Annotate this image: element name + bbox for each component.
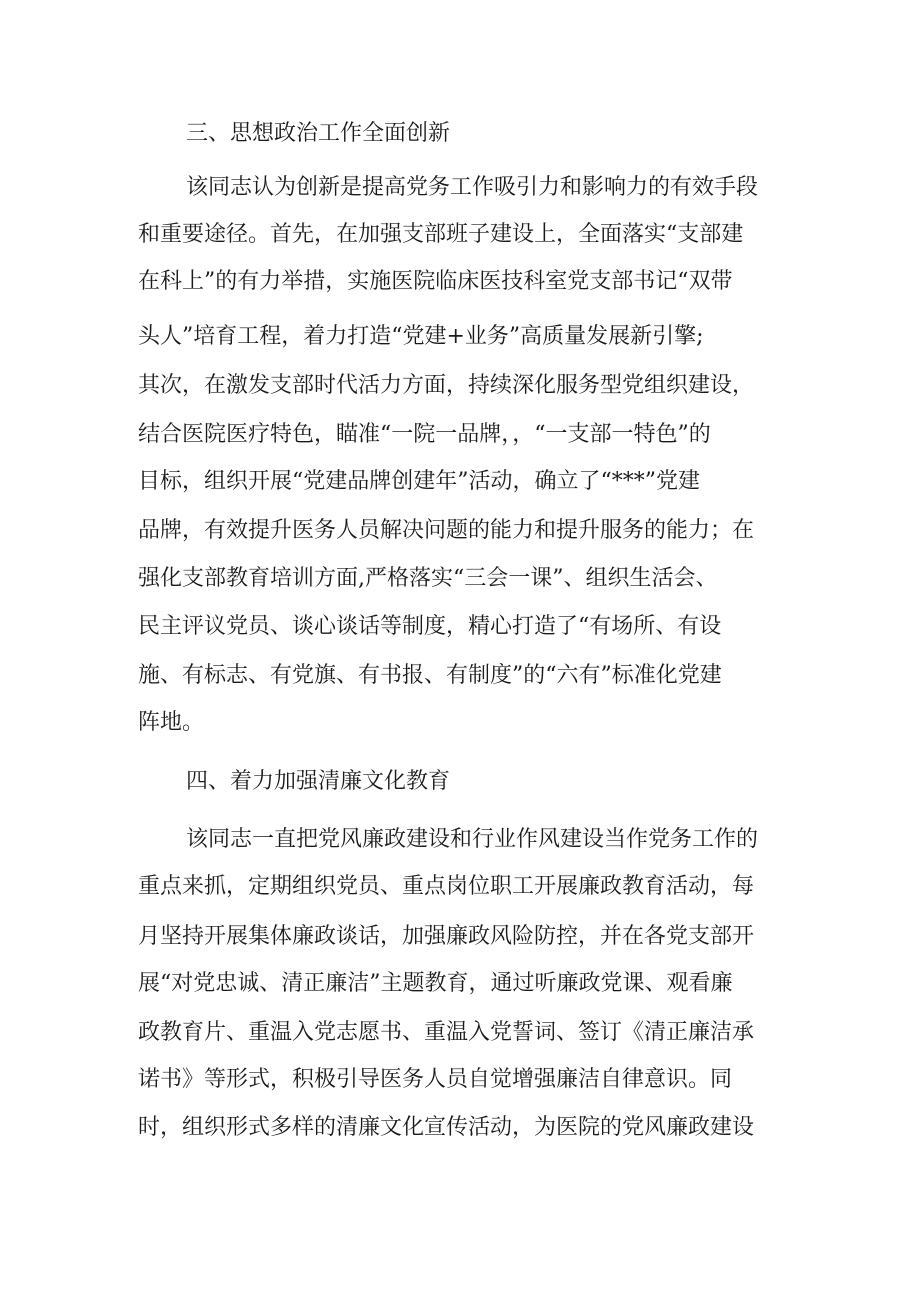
paragraph-line: 和重要途径。首先，在加强支部班子建设上，全面落实“支部建: [138, 222, 744, 247]
paragraph-line: 展“对党忠诚、清正廉洁”主题教育，通过听廉政党课、观看廉: [138, 971, 733, 996]
section-heading-4: 四、着力加强清廉文化教育: [186, 769, 451, 794]
paragraph-line: 在科上”的有力举措，实施医院临床医技科室党支部书记“双带: [138, 269, 733, 294]
paragraph-line: 该同志一直把党风廉政建设和行业作风建设当作党务工作的: [186, 827, 759, 852]
section-heading-3: 三、思想政治工作全面创新: [186, 121, 451, 146]
paragraph-line: 重点来抓，定期组织党员、重点岗位职工开展廉政教育活动，每: [138, 874, 755, 899]
paragraph-line: 目标，组织开展“党建品牌创建年”活动，确立了“***”党建: [138, 469, 700, 494]
paragraph-line: 月坚持开展集体廉政谈话，加强廉政风险防控，并在各党支部开: [138, 924, 755, 949]
paragraph-line: 品牌，有效提升医务人员解决问题的能力和提升服务的能力；在: [138, 518, 755, 543]
paragraph-line: 强化支部教育培训方面,严格落实“三会一课”、组织生活会、: [138, 566, 718, 591]
paragraph-line: 其次，在激发支部时代活力方面，持续深化服务型党组织建设，: [138, 373, 755, 398]
paragraph-line: 头人”培育工程，着力打造“党建+业务”高质量发展新引擎;: [138, 324, 704, 349]
paragraph-line: 施、有标志、有党旗、有书报、有制度”的“六有”标准化党建: [138, 663, 722, 688]
paragraph-line: 该同志认为创新是提高党务工作吸引力和影响力的有效手段: [186, 175, 759, 200]
paragraph-line: 民主评议党员、谈心谈话等制度，精心打造了“有场所、有设: [138, 614, 722, 639]
paragraph-line: 时，组织形式多样的清廉文化宣传活动，为医院的党风廉政建设: [138, 1115, 755, 1140]
paragraph-line: 诺书》等形式，积极引导医务人员自觉增强廉洁自律意识。同: [138, 1067, 733, 1092]
paragraph-line: 阵地。: [138, 710, 205, 735]
paragraph-line: 政教育片、重温入党志愿书、重温入党誓词、签订《清正廉洁承: [138, 1020, 755, 1045]
paragraph-line: 结合医院医疗特色，瞄准“一院一品牌，，“一支部一特色”的: [138, 422, 711, 447]
